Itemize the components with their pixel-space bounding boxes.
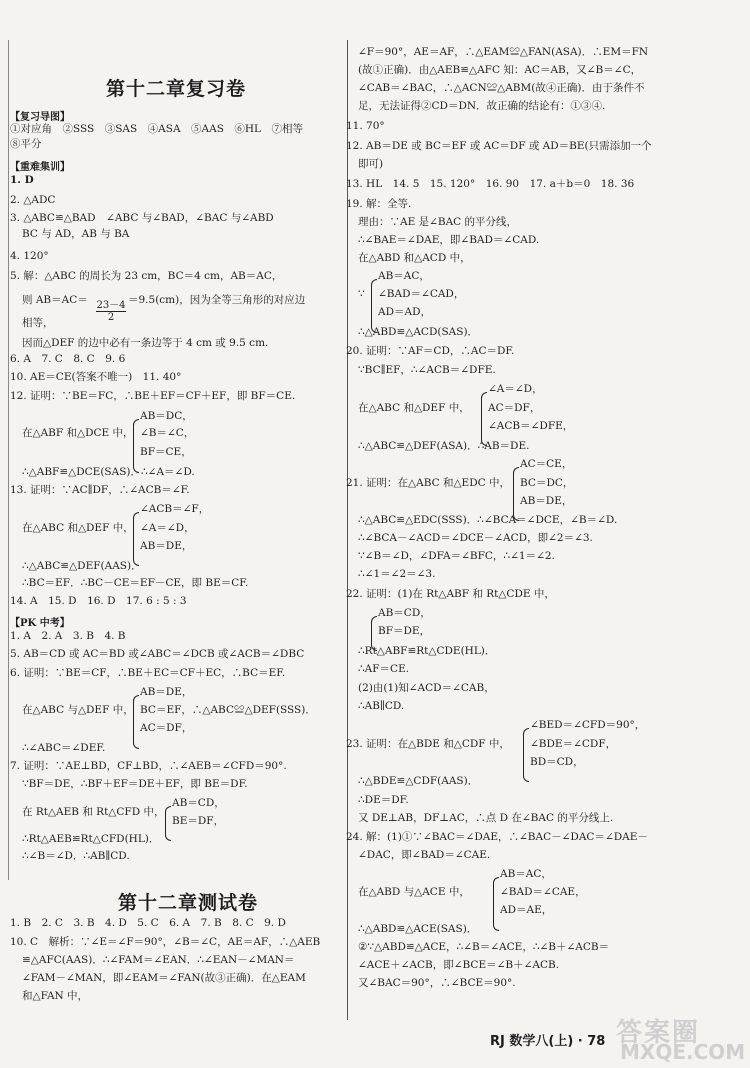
- brace: [371, 279, 377, 333]
- text-line: ∴DE＝DF.: [358, 794, 409, 806]
- text-line: ∠F＝90°，AE＝AF，∴△EAM≌△FAN(ASA)．∴EM＝FN: [358, 46, 649, 58]
- text-line: ∴∠ABC＝∠DEF.: [22, 742, 106, 754]
- text-line: 理由：∵AE 是∠BAC 的平分线，: [358, 216, 518, 228]
- text-line: 在△ABD 和△ACD 中，: [358, 252, 471, 264]
- text-line: AB＝DE，: [140, 686, 193, 698]
- text-line: ∵: [358, 288, 365, 300]
- text-line: 【PK 中考】: [10, 618, 70, 629]
- text-line: ②∵△ABD≌△ACE，∴∠B＝∠ACE，∴∠B＋∠ACB＝: [358, 941, 610, 953]
- text-line: 24. 解：(1)①∵∠BAC＝∠DAE，∴∠BAC－∠DAC＝∠DAE－: [346, 831, 648, 843]
- text-line: 在△ABC 和△DEF 中，: [358, 402, 470, 414]
- text-line: 又∠BAC＝90°，∴∠BCE＝90°.: [358, 977, 516, 989]
- text-line: 【复习导图】: [10, 112, 70, 123]
- text-line: AD＝AE，: [500, 904, 553, 916]
- text-line: BF＝CE，: [140, 446, 192, 458]
- brace: [493, 877, 499, 931]
- text-line: ∵∠B＝∠D，∠DFA＝∠BFC，∴∠1＝∠2.: [358, 550, 555, 562]
- text-line: BE＝DF，: [172, 815, 225, 827]
- text-line: ∴∠BCA－∠ACD＝∠DCE－∠ACD，即∠2＝∠3.: [358, 532, 593, 544]
- brace: [133, 695, 139, 749]
- text-line: 20. 证明：∵AF＝CD，∴AC＝DF.: [346, 345, 515, 357]
- fraction: [96, 296, 126, 323]
- text-line: ∠ACB＝∠F，: [140, 503, 210, 515]
- text-line: ＝9.5(cm)，因为全等三角形的对应边: [128, 294, 306, 306]
- text-line: 和△FAN 中，: [22, 990, 89, 1002]
- text-line: ∵BF＝DE，∴BF＋EF＝DE＋EF，即 BE＝DF.: [22, 778, 248, 790]
- text-line: 在△ABF 和△DCE 中，: [22, 427, 134, 439]
- chapter-test-title: 第十二章测试卷: [118, 892, 259, 914]
- text-line: BC＝DC，: [520, 477, 574, 489]
- text-line: AB＝DE，: [520, 495, 573, 507]
- text-line: 在 Rt△AEB 和 Rt△CFD 中，: [22, 806, 165, 818]
- text-line: 21. 证明：在△ABC 和△EDC 中，: [346, 477, 511, 489]
- text-line: ①对应角 ②SSS ③SAS ④ASA ⑤AAS ⑥HL ⑦相等: [10, 123, 304, 135]
- text-line: 13. 证明：∵AC∥DF，∴∠ACB＝∠F.: [10, 484, 190, 496]
- page-footer: RJ 数学八(上) · 78: [490, 1034, 606, 1049]
- text-line: BC 与 AD，AB 与 BA: [22, 228, 130, 240]
- text-line: ∠A＝∠D，: [140, 522, 195, 534]
- text-line: ∠ACE＋∠ACB，即∠BCE＝∠B＋∠ACB.: [358, 959, 560, 971]
- text-line: ∠BAD＝∠CAD，: [378, 288, 465, 300]
- text-line: 13. HL 14. 5 15. 120° 16. 90 17. a＋b＝0 18. 36: [346, 178, 635, 190]
- chapter-review-title: 第十二章复习卷: [106, 78, 247, 100]
- brace: [523, 728, 529, 782]
- text-line: ∴△BDE≌△CDF(AAS)．: [358, 775, 479, 787]
- text-line: 在△ABC 和△DEF 中，: [22, 522, 134, 534]
- text-line: ∴BC＝EF．∴BC－CE＝EF－CE，即 BE＝CF.: [22, 577, 249, 589]
- brace: [371, 616, 377, 651]
- text-line: ∴△ABC≌△DEF(AAS)．: [22, 560, 142, 572]
- text-line: (故①正确)．由△AEB≌△AFC 知：AC＝AB，又∠B＝∠C，: [358, 64, 642, 76]
- text-line: 12. 证明：∵BE＝FC，∴BE＋EF＝CF＋EF，即 BF＝CE.: [10, 390, 296, 402]
- text-line: 22. 证明：(1)在 Rt△ABF 和 Rt△CDE 中，: [346, 588, 555, 600]
- text-line: ∴△ABF≌△DCE(SAS)．∴∠A＝∠D.: [22, 466, 195, 478]
- brace: [481, 392, 487, 446]
- text-line: 10. AE＝CE(答案不唯一) 11. 40°: [10, 371, 182, 383]
- text-line: ∴△ABD≌△ACE(SAS)．: [358, 923, 478, 935]
- text-line: ∠B＝∠C，: [140, 427, 195, 439]
- brace: [133, 419, 139, 473]
- text-line: AB＝DC，: [140, 410, 193, 422]
- text-line: ∴AB∥CD.: [358, 700, 405, 712]
- text-line: 相等，: [22, 317, 54, 329]
- text-line: AC＝DF，: [140, 722, 193, 734]
- text-line: AB＝AC，: [378, 270, 430, 282]
- text-line: 在△ABC 与△DEF 中，: [22, 704, 134, 716]
- text-line: 【重难集训】: [10, 162, 70, 173]
- text-line: ∴△ABC≌△EDC(SSS)．∴∠BCA＝∠DCE，∠B＝∠D.: [358, 514, 618, 526]
- text-line: 6. 证明：∵BE＝CF，∴BE＋EC＝CF＋EC，∴BC＝EF.: [10, 667, 286, 679]
- text-line: 5. AB＝CD 或 AC＝BD 或∠ABC＝∠DCB 或∠ACB＝∠DBC: [10, 648, 305, 660]
- text-line: ∴△ABC≌△DEF(ASA)．∴AB＝DE.: [358, 440, 530, 452]
- watermark-url: MXQE.COM: [620, 1040, 746, 1064]
- text-line: ∠ACB＝∠DFE，: [488, 420, 574, 432]
- text-line: ∠FAM－∠MAN，即∠EAM＝∠FAN(故③正确)．在△EAM: [22, 972, 306, 984]
- text-line: ∴∠1＝∠2＝∠3.: [358, 568, 436, 580]
- text-line: ⑧平分: [10, 138, 42, 150]
- brace: [513, 467, 519, 521]
- brace: [133, 512, 139, 566]
- text-line: BF＝DE，: [378, 625, 431, 637]
- text-line: (2)由(1)知∠ACD＝∠CAB，: [358, 682, 495, 694]
- text-line: 7. 证明：∵AE⊥BD，CF⊥BD，∴∠AEB＝∠CFD＝90°.: [10, 760, 287, 772]
- text-line: 19. 解：全等.: [346, 198, 412, 210]
- text-line: 即可): [358, 158, 384, 170]
- text-line: BD＝CD，: [530, 756, 584, 768]
- text-line: ∴∠B＝∠D．∴AB∥CD.: [22, 850, 130, 862]
- text-line: ∠BDE＝∠CDF，: [530, 738, 617, 750]
- text-line: 1. A 2. A 3. B 4. B: [10, 630, 126, 642]
- text-line: ∠BED＝∠CFD＝90°，: [530, 719, 646, 731]
- text-line: AC＝DF，: [488, 402, 541, 414]
- text-line: ∵BC∥EF，∴∠ACB＝∠DFE.: [358, 364, 496, 376]
- fraction-numerator: 23－4: [96, 300, 126, 311]
- fraction-denominator: 2: [96, 311, 126, 323]
- left-margin-line: [8, 40, 9, 880]
- text-line: AB＝CD，: [172, 797, 225, 809]
- text-line: ∠DAC，即∠BAD＝∠CAE.: [358, 849, 491, 861]
- text-line: 6. A 7. C 8. C 9. 6: [10, 353, 126, 365]
- text-line: 足，无法证得②CD＝DN．故正确的结论有：①③④.: [358, 100, 606, 112]
- text-line: 12. AB＝DE 或 BC＝EF 或 AC＝DF 或 AD＝BE(只需添加一个: [346, 140, 652, 152]
- text-line: 5. 解：△ABC 的周长为 23 cm，BC＝4 cm，AB＝AC，: [10, 270, 283, 282]
- watermark-text: 答案圈: [616, 1018, 701, 1048]
- text-line: AB＝DE，: [140, 540, 193, 552]
- text-line: AB＝AC，: [500, 868, 552, 880]
- text-line: AC＝CE，: [520, 458, 573, 470]
- text-line: ∴△ABD≌△ACD(SAS)．: [358, 326, 479, 338]
- text-line: ∴∠BAE＝∠DAE，即∠BAD＝∠CAD.: [358, 234, 540, 246]
- text-line: AB＝CD，: [378, 607, 431, 619]
- text-line: ≌△AFC(AAS)．∴∠FAM＝∠EAN．∴∠EAN－∠MAN＝: [22, 954, 295, 966]
- text-line: ∴Rt△ABF≌Rt△CDE(HL)．: [358, 645, 496, 657]
- watermark-logo: [596, 1012, 746, 1062]
- text-line: 4. 120°: [10, 250, 49, 262]
- text-line: 1. D: [10, 174, 34, 186]
- text-line: 则 AB＝AC＝: [22, 294, 88, 306]
- text-line: BC＝EF，∴△ABC≌△DEF(SSS)．: [140, 704, 316, 716]
- text-line: 因而△DEF 的边中必有一条边等于 4 cm 或 9.5 cm.: [22, 337, 269, 349]
- text-line: 11. 70°: [346, 120, 385, 132]
- text-line: ∠CAB＝∠BAC，∴△ACN≌△ABM(故④正确)．由于条件不: [358, 82, 645, 94]
- text-line: ∠A＝∠D，: [488, 383, 543, 395]
- text-line: 2. △ADC: [10, 194, 56, 206]
- text-line: ∠BAD＝∠CAE，: [500, 886, 586, 898]
- text-line: 1. B 2. C 3. B 4. D 5. C 6. A 7. B 8. C 9. D: [10, 917, 286, 929]
- text-line: 10. C 解析：∵∠E＝∠F＝90°，∠B＝∠C，AE＝AF，∴△AEB: [10, 936, 321, 948]
- text-line: 23. 证明：在△BDE 和△CDF 中，: [346, 738, 510, 750]
- text-line: AD＝AD，: [378, 306, 432, 318]
- text-line: 3. △ABC≌△BAD ∠ABC 与∠BAD，∠BAC 与∠ABD: [10, 212, 274, 224]
- text-line: 在△ABD 与△ACE 中，: [358, 886, 470, 898]
- text-line: ∴AF＝CE.: [358, 663, 410, 675]
- text-line: 14. A 15. D 16. D 17. 6 : 5 : 3: [10, 595, 187, 607]
- text-line: 又 DE⊥AB，DF⊥AC，∴点 D 在∠BAC 的平分线上.: [358, 812, 614, 824]
- brace: [165, 806, 171, 841]
- text-line: ∴Rt△AEB≌Rt△CFD(HL)．: [22, 833, 160, 845]
